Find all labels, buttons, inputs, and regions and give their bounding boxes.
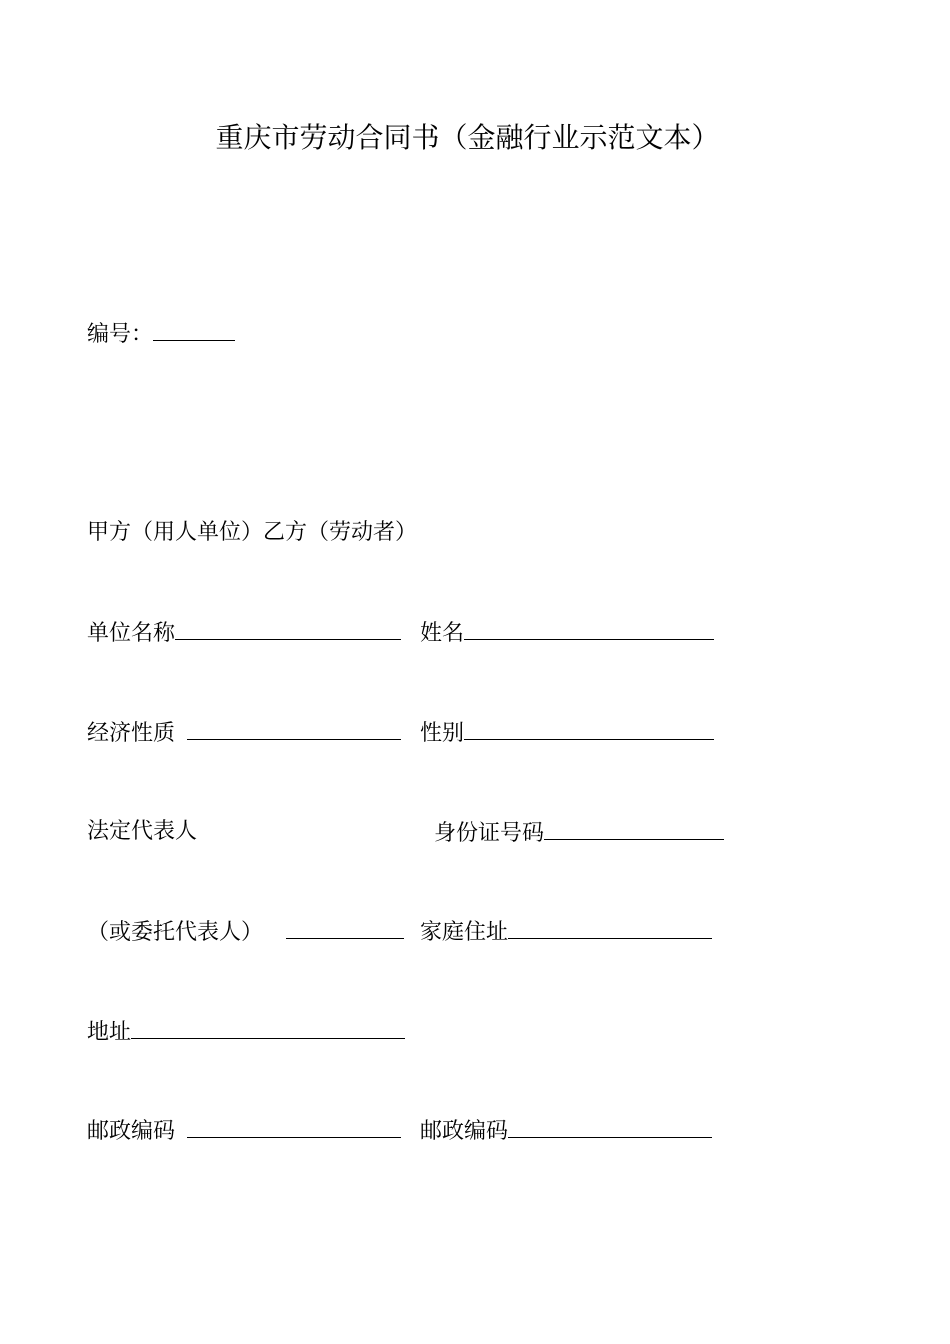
entrusted-rep-label: （或委托代表人） [87,920,264,945]
postal-code-label-b: 邮政编码 [420,1119,509,1144]
gender-row [420,717,714,749]
home-address-row [420,916,712,948]
legal-rep-row [87,817,197,847]
number-blank[interactable] [153,318,235,341]
postal-code-row-b [420,1115,712,1147]
home-address-blank[interactable] [508,916,712,939]
document-title: 重庆市劳动合同书（金融行业示范文本） [215,121,720,154]
postal-code-label-a: 邮政编码 [87,1119,176,1144]
unit-name-label: 单位名称 [87,621,176,646]
id-number-label: 身份证号码 [434,821,545,846]
entrusted-rep-row [87,916,404,948]
name-blank[interactable] [464,617,714,640]
address-row [87,1016,405,1048]
unit-name-blank[interactable] [175,617,401,640]
address-label: 地址 [87,1020,132,1045]
postal-code-blank-b[interactable] [508,1115,712,1138]
id-number-blank[interactable] [544,817,724,840]
gender-blank[interactable] [464,717,714,740]
postal-code-row-a [87,1115,401,1147]
address-blank[interactable] [131,1016,405,1039]
number-row [87,318,235,350]
postal-code-blank-a[interactable] [187,1115,401,1138]
id-number-row [434,817,724,849]
number-label: 编号： [87,322,154,347]
gender-label: 性别 [420,721,465,746]
name-label: 姓名 [420,621,465,646]
economic-nature-blank[interactable] [187,717,401,740]
unit-name-row [87,617,401,649]
economic-nature-row [87,717,401,749]
entrusted-rep-blank[interactable] [286,916,404,939]
home-address-label: 家庭住址 [420,920,509,945]
economic-nature-label: 经济性质 [87,721,176,746]
parties-heading: 甲方（用人单位）乙方（劳动者） [87,520,418,545]
name-row [420,617,714,649]
legal-rep-label: 法定代表人 [87,819,198,844]
